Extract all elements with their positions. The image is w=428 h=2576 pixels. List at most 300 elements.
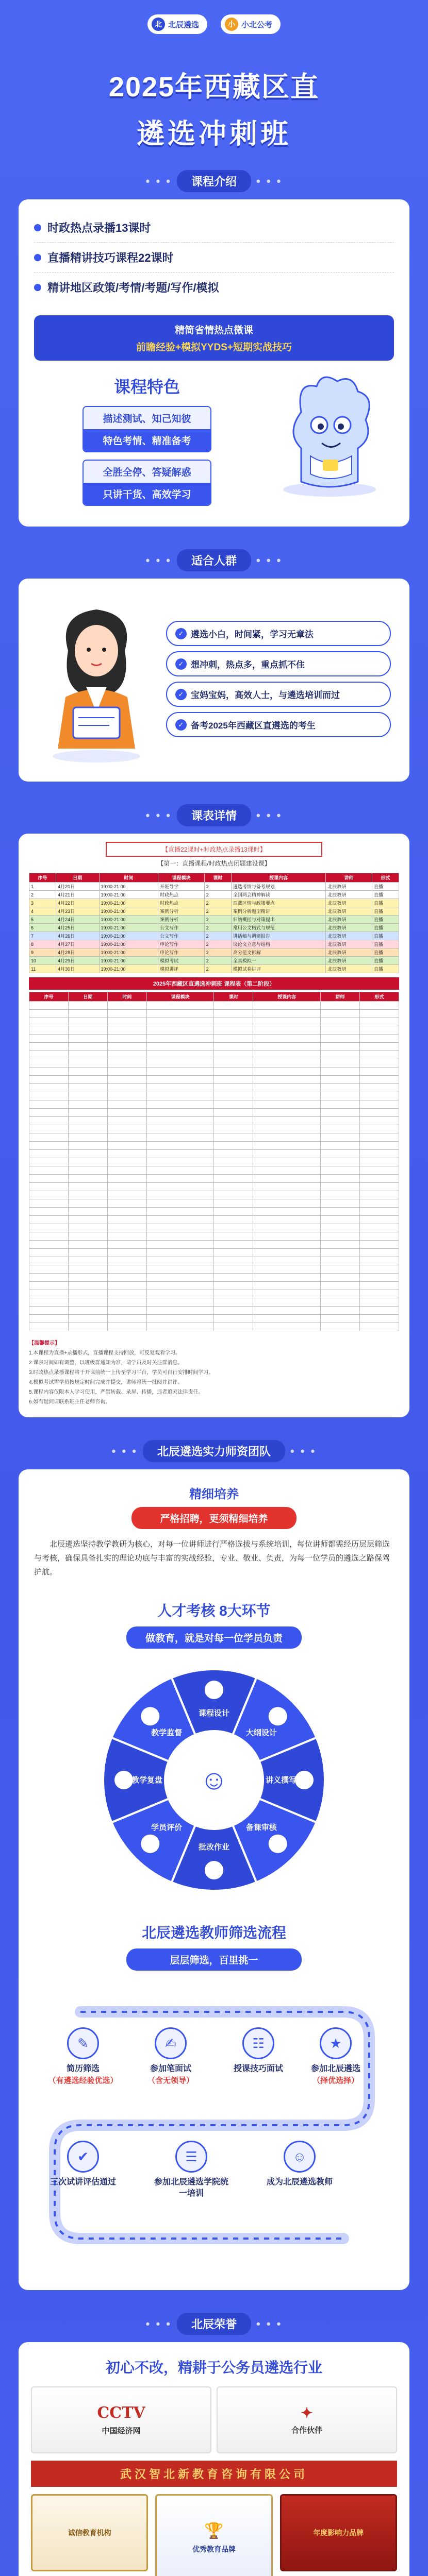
table-cell <box>146 1117 214 1125</box>
table-cell <box>253 1109 321 1117</box>
table-cell <box>68 1010 107 1018</box>
table-cell <box>359 1092 399 1100</box>
table-cell <box>359 1142 399 1150</box>
table-cell: 案例分析 <box>158 907 205 916</box>
table-cell <box>107 1125 146 1133</box>
table-cell <box>29 1076 69 1084</box>
table-row <box>29 883 399 891</box>
table-cell: 4月21日 <box>56 891 99 899</box>
table-cell: 时政热点 <box>158 899 205 907</box>
table-cell <box>253 1150 321 1158</box>
table-cell <box>68 1307 107 1315</box>
table-cell <box>146 1257 214 1265</box>
table-cell <box>359 1067 399 1076</box>
schedule-head2: 【第一：直播课程/时政热点闭题建设课】 <box>157 860 271 867</box>
table-cell <box>253 1092 321 1100</box>
media-card <box>217 2386 397 2453</box>
table-cell <box>29 1117 69 1125</box>
table-row <box>29 1232 399 1241</box>
table-cell <box>321 1084 360 1092</box>
table-cell <box>214 1315 253 1323</box>
table-cell: 常用公文格式与规范 <box>231 924 325 932</box>
table-cell <box>214 1307 253 1315</box>
dots-left-icon: • • • <box>145 174 172 188</box>
table-cell <box>359 1216 399 1224</box>
choose-icon: ★ <box>320 2027 352 2059</box>
table-cell <box>214 1067 253 1076</box>
suitable-item-label: 宝妈宝妈，高效人士，与遴选培训而过 <box>191 690 340 700</box>
flow-step-label: 成为北辰遴选教师 <box>266 2178 333 2187</box>
table-cell <box>359 1026 399 1035</box>
table-cell <box>146 1298 214 1307</box>
table-header-cell: 日期 <box>68 992 107 1002</box>
table-cell <box>107 1051 146 1059</box>
table-cell <box>253 1158 321 1166</box>
wheel-segment-icon <box>205 1861 223 1879</box>
feature-box <box>83 406 211 452</box>
table-cell <box>321 1265 360 1274</box>
table-cell <box>253 1307 321 1315</box>
table-cell <box>29 1092 69 1100</box>
table-cell: 直播 <box>372 948 399 957</box>
table-cell <box>321 1323 360 1331</box>
wheel-segment-icon <box>269 1835 287 1853</box>
wheel-segment-label: 大纲设计 <box>245 1728 277 1738</box>
table-row <box>29 1026 399 1035</box>
table-row <box>29 932 399 940</box>
table-cell <box>253 1199 321 1208</box>
table-cell <box>107 1290 146 1298</box>
table-cell <box>107 1002 146 1010</box>
table-row <box>29 1092 399 1100</box>
table-cell <box>146 1067 214 1076</box>
table-cell <box>359 1290 399 1298</box>
table-cell <box>321 1051 360 1059</box>
table-cell: 2 <box>204 883 231 891</box>
table-cell <box>359 1249 399 1257</box>
table-header-cell: 课时 <box>204 873 231 883</box>
assessment-wheel <box>93 1659 335 1901</box>
flow-step-label: 简历筛选 <box>66 2064 100 2073</box>
wheel-segment-label: 教学复盘 <box>131 1776 163 1785</box>
wheel-segment-icon <box>141 1707 159 1725</box>
table-cell <box>29 1109 69 1117</box>
table-cell <box>321 1026 360 1035</box>
wheel-segment-label: 课程设计 <box>198 1709 230 1718</box>
table-cell <box>321 1241 360 1249</box>
table-cell <box>321 1125 360 1133</box>
table-cell: 19:00-21:00 <box>99 948 158 957</box>
table-row <box>29 1183 399 1191</box>
table-cell <box>29 1067 69 1076</box>
table-cell <box>321 1166 360 1175</box>
table-row <box>29 1150 399 1158</box>
table-header-cell: 讲师 <box>321 992 360 1002</box>
note-line: 6.如有疑问请联系班主任老师咨询。 <box>29 1399 111 1405</box>
check-icon: ✓ <box>175 689 187 700</box>
table-cell <box>253 1051 321 1059</box>
table-cell: 直播 <box>372 965 399 973</box>
table-cell <box>359 1100 399 1109</box>
table-row <box>29 1002 399 1010</box>
table-cell <box>107 1043 146 1051</box>
table-cell: 19:00-21:00 <box>99 907 158 916</box>
table-cell <box>359 1183 399 1191</box>
table-cell <box>107 1307 146 1315</box>
feature-banner-line1: 精简省情热点微课 <box>174 325 253 336</box>
table-cell <box>29 1208 69 1216</box>
table-cell <box>321 1175 360 1183</box>
table-cell <box>359 1051 399 1059</box>
table-cell <box>29 1323 69 1331</box>
table-row <box>29 1117 399 1125</box>
table-cell <box>321 1307 360 1315</box>
feature-box-bottom: 只讲干货、高效学习 <box>84 483 210 505</box>
teachers-subtitle: 精细培养 <box>189 1487 239 1501</box>
feature-left <box>34 371 260 513</box>
table-cell: 4月28日 <box>56 948 99 957</box>
table-cell <box>107 1158 146 1166</box>
course-intro-tag <box>0 170 428 192</box>
table-cell <box>29 1158 69 1166</box>
teachers-subtag <box>34 1484 394 1502</box>
table-row <box>29 1133 399 1142</box>
table-cell <box>146 1265 214 1274</box>
table-cell <box>68 1191 107 1199</box>
table-row <box>29 1076 399 1084</box>
table-header-cell: 日期 <box>56 873 99 883</box>
table-cell <box>214 1282 253 1290</box>
note-line: 5.课程内容仅限本人学习使用，严禁转载、录屏、传播，违者追究法律责任。 <box>29 1389 204 1395</box>
table-cell: 北辰教研 <box>326 907 372 916</box>
dots-right-icon: • • • <box>256 553 283 567</box>
table-cell <box>68 1175 107 1183</box>
table-cell: 遴选考情与备考规划 <box>231 883 325 891</box>
table-cell <box>253 1018 321 1026</box>
table-cell <box>29 1249 69 1257</box>
table-cell <box>68 1059 107 1067</box>
table-cell <box>107 1109 146 1117</box>
table-cell <box>107 1150 146 1158</box>
table-cell <box>107 1142 146 1150</box>
table-cell <box>107 1315 146 1323</box>
table-cell <box>214 1059 253 1067</box>
table-cell <box>68 1158 107 1166</box>
table-cell <box>29 1183 69 1191</box>
table-cell <box>29 1166 69 1175</box>
suitable-title: 适合人群 <box>177 549 251 571</box>
table-cell <box>146 1002 214 1010</box>
dots-right-icon: • • • <box>256 808 283 822</box>
table-row <box>29 1323 399 1331</box>
table-cell <box>214 1175 253 1183</box>
table-cell <box>29 1241 69 1249</box>
table-cell <box>146 1051 214 1059</box>
logo-beichen-icon: 北 <box>152 18 165 31</box>
table-cell: 模拟考试 <box>158 957 205 965</box>
suitable-item <box>166 621 391 646</box>
flow-step <box>261 2141 338 2188</box>
table-cell <box>321 1150 360 1158</box>
table-cell <box>253 1125 321 1133</box>
table-cell: 4月26日 <box>56 932 99 940</box>
flow-step-label: 参加北辰遴选学院统一培训 <box>154 2178 228 2198</box>
flow-step-note: （含无领导） <box>147 2076 194 2085</box>
table-cell <box>68 1018 107 1026</box>
table-cell: 案例分析题型精讲 <box>231 907 325 916</box>
table-cell <box>146 1150 214 1158</box>
flow-step <box>44 2027 122 2086</box>
table-cell <box>214 1290 253 1298</box>
table-cell <box>359 1125 399 1133</box>
table-cell: 19:00-21:00 <box>99 965 158 973</box>
table-cell <box>359 1257 399 1265</box>
course-list <box>19 199 409 315</box>
table-cell <box>321 1133 360 1142</box>
table-cell <box>253 1133 321 1142</box>
table-cell <box>359 1150 399 1158</box>
table-cell <box>321 1298 360 1307</box>
table-cell <box>107 1224 146 1232</box>
table-cell <box>68 1282 107 1290</box>
table-row <box>29 1043 399 1051</box>
table-row <box>29 1274 399 1282</box>
table-cell <box>29 1018 69 1026</box>
table-header-cell: 讲师 <box>326 873 372 883</box>
honor-tag-label: 北辰荣誉 <box>177 2313 251 2335</box>
table-cell <box>253 1208 321 1216</box>
schedule-head1: 【直播22课时+时政热点录播13课时】 <box>106 842 322 857</box>
table-cell <box>253 1067 321 1076</box>
table-cell <box>29 1051 69 1059</box>
table-cell <box>107 1018 146 1026</box>
table-cell: 2 <box>204 899 231 907</box>
table-cell <box>253 1035 321 1043</box>
suitable-tag <box>0 549 428 571</box>
wheel-segment-icon <box>205 1681 223 1699</box>
suitable-item <box>166 651 391 676</box>
table-cell <box>321 1059 360 1067</box>
table-header-cell: 课时 <box>214 992 253 1002</box>
table-cell <box>214 1158 253 1166</box>
table-cell <box>214 1265 253 1274</box>
table-cell: 直播 <box>372 940 399 948</box>
partner-logo: ✦ <box>301 2404 313 2421</box>
table-cell <box>107 1232 146 1241</box>
table-cell <box>107 1191 146 1199</box>
table-cell <box>253 1175 321 1183</box>
table-cell <box>359 1208 399 1216</box>
mascot-illustration <box>265 371 394 505</box>
table-row <box>29 1298 399 1307</box>
table-cell <box>321 1274 360 1282</box>
table-row <box>29 916 399 924</box>
table-row <box>29 1142 399 1150</box>
wheel-segment-icon <box>269 1707 287 1725</box>
flow-step-label: 授课技巧面试 <box>233 2064 283 2073</box>
table-cell <box>253 1298 321 1307</box>
wheel-title: 人才考核 8大环节 <box>157 1603 271 1619</box>
table-cell: 北辰教研 <box>326 940 372 948</box>
table-row <box>29 899 399 907</box>
schedule-notes <box>29 1338 399 1407</box>
table-cell <box>253 1026 321 1035</box>
table-cell <box>214 1051 253 1059</box>
certificate: 诚信教育机构 <box>31 2494 148 2571</box>
table-cell <box>146 1282 214 1290</box>
bullet-icon <box>34 224 41 231</box>
table-cell <box>321 1183 360 1191</box>
table-cell: 模拟讲评 <box>158 965 205 973</box>
table-cell <box>359 1084 399 1092</box>
table-cell <box>29 1199 69 1208</box>
table-cell <box>214 1257 253 1265</box>
table-cell <box>321 1232 360 1241</box>
table-cell <box>253 1241 321 1249</box>
table-cell <box>146 1158 214 1166</box>
table-cell <box>321 1035 360 1043</box>
table-row <box>29 1191 399 1199</box>
table-cell <box>107 1076 146 1084</box>
logo-xiaobei-icon: 小 <box>225 18 238 31</box>
table-cell: 19:00-21:00 <box>99 932 158 940</box>
table-cell: 19:00-21:00 <box>99 916 158 924</box>
table-cell <box>29 1315 69 1323</box>
schedule-card <box>19 834 409 1417</box>
table-cell <box>146 1315 214 1323</box>
table-header-cell: 时间 <box>99 873 158 883</box>
table-cell <box>29 1265 69 1274</box>
table-cell <box>359 1282 399 1290</box>
feature-box-top: 描述测试、知己知彼 <box>84 407 210 429</box>
table-cell <box>321 1315 360 1323</box>
table-cell <box>214 1150 253 1158</box>
table-cell <box>107 1208 146 1216</box>
table-cell <box>359 1010 399 1018</box>
table-cell <box>214 1035 253 1043</box>
table-cell <box>214 1142 253 1150</box>
dots-left-icon: • • • <box>145 2317 172 2330</box>
table-cell <box>68 1026 107 1035</box>
flow-pill: 层层筛选，百里挑一 <box>126 1948 302 1971</box>
dots-right-icon: • • • <box>256 2317 283 2330</box>
feature-banner-line2: 前瞻经验+模拟YYDS+短期实战技巧 <box>136 342 292 353</box>
table-row <box>29 1166 399 1175</box>
table-cell <box>68 1035 107 1043</box>
table-cell: 开班导学 <box>158 883 205 891</box>
table-cell: 直播 <box>372 891 399 899</box>
table-cell: 北辰教研 <box>326 899 372 907</box>
table-cell <box>214 1216 253 1224</box>
table-cell <box>214 1002 253 1010</box>
table-cell <box>68 1166 107 1175</box>
table-cell: 4月30日 <box>56 965 99 973</box>
logo-beichen[interactable] <box>147 14 207 34</box>
table-cell <box>29 1043 69 1051</box>
suitable-list <box>166 616 391 742</box>
table-cell <box>359 1323 399 1331</box>
table-cell <box>321 1142 360 1150</box>
table-cell <box>214 1298 253 1307</box>
table-cell <box>146 1307 214 1315</box>
table-cell <box>68 1002 107 1010</box>
table-header-cell: 时间 <box>107 992 146 1002</box>
table-cell <box>146 1043 214 1051</box>
table-cell <box>359 1043 399 1051</box>
wheel-pill: 做教育，就是对每一位学员负责 <box>126 1626 302 1649</box>
table-cell <box>253 1274 321 1282</box>
table-cell <box>29 1100 69 1109</box>
table-row <box>29 1249 399 1257</box>
table-cell <box>321 1100 360 1109</box>
table-cell <box>29 1257 69 1265</box>
suitable-item-label: 备考2025年西藏区直遴选的考生 <box>191 721 316 731</box>
table-cell: 西藏区情与政策要点 <box>231 899 325 907</box>
table-cell: 9 <box>29 948 56 957</box>
table-cell: 时政热点 <box>158 891 205 899</box>
teachers-paragraph: 北辰遴选坚持教学教研为核心，对每一位讲师进行严格选拔与系统培训，每位讲师都需经历层层筛选与考核，确保具备扎实的理论功底与丰富的实战经验，专业、敬业、负责，为每一位学员的遴选之路保驾护航。 <box>34 1540 390 1577</box>
table-cell <box>214 1125 253 1133</box>
table-cell <box>68 1183 107 1191</box>
table-cell: 2 <box>204 916 231 924</box>
flow-step-label: 参加笔面试 <box>150 2064 191 2073</box>
flow-step <box>44 2141 122 2188</box>
brand-logos <box>0 14 428 34</box>
table-row <box>29 940 399 948</box>
course-intro-title: 课程介绍 <box>177 170 251 192</box>
table-cell <box>321 1067 360 1076</box>
schedule-table-1 <box>29 873 399 973</box>
table-cell: 4月27日 <box>56 940 99 948</box>
logo-xiaobei[interactable] <box>221 14 281 34</box>
table-cell <box>29 1175 69 1183</box>
table-cell: 4月29日 <box>56 957 99 965</box>
schedule-table-2 <box>29 992 399 1331</box>
logo-beichen-text: 北辰遴选 <box>168 20 199 29</box>
teacher-icon: ☺ <box>284 2141 316 2173</box>
table-cell <box>359 1002 399 1010</box>
suitable-card <box>19 579 409 782</box>
table-cell <box>68 1092 107 1100</box>
table-row <box>29 1051 399 1059</box>
check-icon: ✓ <box>175 628 187 639</box>
table-row <box>29 1158 399 1166</box>
table-cell <box>29 1298 69 1307</box>
table-cell <box>68 1249 107 1257</box>
wheel-segment-label: 备课审核 <box>245 1823 277 1832</box>
table-cell <box>68 1125 107 1133</box>
table-row <box>29 1257 399 1265</box>
mascot-face-icon: ☺ <box>200 1765 228 1795</box>
table-cell <box>321 1109 360 1117</box>
table-cell: 4月24日 <box>56 916 99 924</box>
table-cell <box>146 1166 214 1175</box>
table-cell <box>68 1084 107 1092</box>
table-cell <box>146 1216 214 1224</box>
table-cell <box>68 1241 107 1249</box>
table-cell <box>321 1290 360 1298</box>
table-cell <box>253 1232 321 1241</box>
table-cell <box>321 1002 360 1010</box>
cctv-logo: CCTV <box>97 2404 145 2422</box>
table-cell: 公文写作 <box>158 932 205 940</box>
table-cell <box>253 1191 321 1199</box>
table-cell <box>107 1183 146 1191</box>
table-cell <box>68 1199 107 1208</box>
table-cell <box>253 1002 321 1010</box>
table-row <box>29 1216 399 1224</box>
hero-subtitle: 遴选冲刺班 <box>137 118 291 149</box>
